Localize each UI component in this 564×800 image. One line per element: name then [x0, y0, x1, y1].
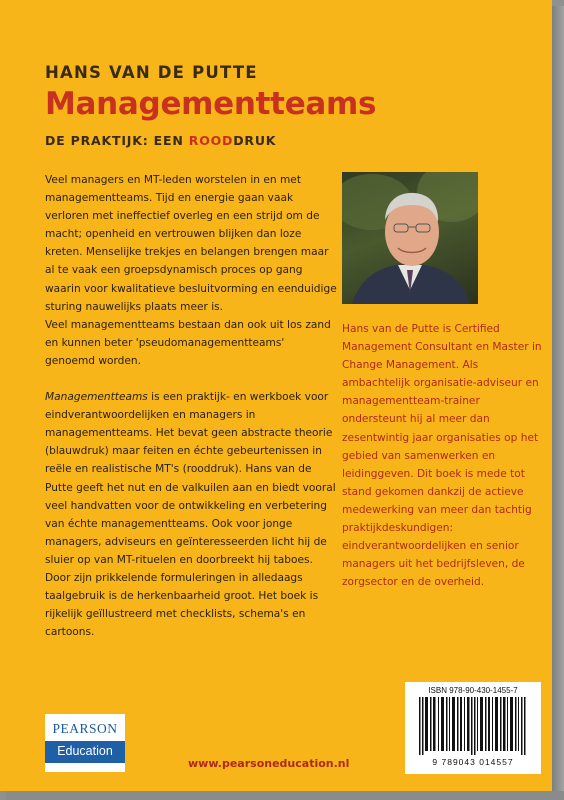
subtitle-prefix: DE PRAKTIJK: EEN — [45, 133, 189, 148]
logo-pearson-text: PEARSON — [52, 721, 118, 736]
cover-shadow-right — [552, 6, 564, 800]
subtitle-highlight: ROOD — [188, 133, 234, 148]
author-photo — [342, 172, 478, 304]
isbn-label: ISBN 978-90-430-1455-7 — [428, 686, 518, 695]
logo-education-bar — [45, 741, 125, 763]
blurb-paragraph-1: Veel managers en MT-leden worstelen in en met managementteams. Tijd en energie gaan vaak verloren met ineffectief overleg en een strijd om de macht; openheid en vertrouwen blijken dan loze kreten. Menselijke trekjes en belangen brengen maar al te vaak een groepsdynamisch proces op gang waarin voor kwalitatieve besluitvorming en eenduidige sturing nauwelijks plaats meer is. — [45, 174, 337, 313]
isbn-barcode — [405, 682, 541, 774]
blurb-paragraph-3-text: is een praktijk- en werkboek voor eindverantwoordelijken en managers in managementteams. Het bevat geen abstracte theorie (blauwdruk) maar feiten en échte gebeurtenissen in reële en realistische MT's (rooddruk). Hans van de Putte geeft het nut en de valkuilen aan en biedt vooral veel handvatten voor de ontwikkeling en verbetering van échte managementteams. Ook voor jonge managers, adviseurs en geïnteresseerden licht hij de sluier op van MT-rituelen en doorbreekt hij taboes. Door zijn prikkelende formuleringen in alledaags taalgebruik is de herkenbaarheid groot. Het boek is rijkelijk geïllustreerd met checklists, schema's en cartoons. — [45, 391, 336, 639]
publisher-website: www.pearsoneducation.nl — [188, 757, 350, 770]
blurb-paragraph-2: Veel managementteams bestaan dan ook uit los zand en kunnen beter 'pseudomanagementteams' genoemd worden. — [45, 318, 331, 367]
blurb-paragraph-3 — [45, 388, 337, 641]
book-title: Managementteams — [45, 86, 377, 122]
barcode-number: 9 789043 014557 — [432, 757, 514, 767]
author-bio: Hans van de Putte is Certified Management Consultant en Master in Change Management. Als ambachtelijk organisatie-adviseur en managementteam-trainer ondersteunt hij al meer dan zesentwintig jaar organisaties op het gebied van samenwerken en leidinggeven. Dit boek is mede tot stand gekomen dankzij de actieve medewerking van meer dan tachtig praktijkdeskundigen: eindverantwoordelijken en senior managers uit het bedrijfsleven, de zorgsector en de overheid. — [342, 323, 542, 589]
book-title-italic: Managementteams — [45, 391, 148, 404]
logo-education-text: Education — [57, 744, 113, 758]
cover-shadow-bottom — [6, 791, 564, 800]
book-subtitle — [45, 133, 276, 148]
subtitle-suffix: DRUK — [233, 133, 277, 148]
pearson-education-logo — [45, 714, 125, 772]
blurb-text — [45, 171, 337, 641]
barcode-bars — [419, 697, 527, 755]
author-name: HANS VAN DE PUTTE — [45, 63, 258, 82]
